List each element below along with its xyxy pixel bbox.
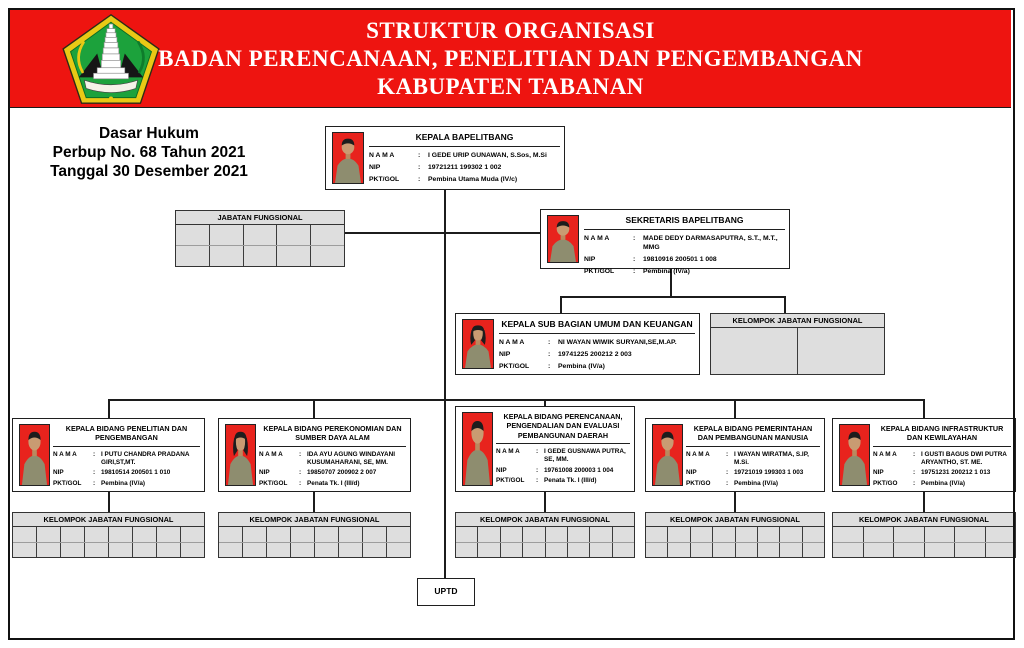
pkt-value: Pembina (IV/a)	[643, 267, 690, 275]
colon: :	[633, 255, 636, 263]
nip-value: 19751231 200212 1 013	[921, 469, 991, 477]
colon: :	[548, 350, 551, 358]
nip-label: NIP	[686, 469, 697, 477]
pkt-label: PKT/GOL	[369, 175, 400, 183]
pkt-label: PKT/GO	[686, 479, 711, 487]
colon: :	[548, 339, 551, 347]
nama-label: N A M A	[873, 450, 897, 458]
nama-label: N A M A	[686, 450, 710, 458]
nip-label: NIP	[499, 350, 511, 358]
colon: :	[913, 479, 916, 487]
page-border	[8, 8, 1015, 640]
position-title: KEPALA BAPELITBANG	[369, 130, 560, 147]
legal-basis-line-1: Dasar Hukum	[99, 125, 199, 142]
colon: :	[726, 479, 729, 487]
colon: :	[548, 362, 551, 370]
nip-value: 19721019 199303 1 003	[734, 469, 804, 477]
position-title: KEPALA BIDANG PEMERINTAHAN DAN PEMBANGUNAN MANUSIA	[686, 422, 820, 447]
pkt-label: PKT/GOL	[584, 267, 615, 275]
colon: :	[633, 267, 636, 275]
nama-label: N A M A	[499, 339, 525, 347]
nip-label: NIP	[53, 469, 64, 477]
nama-value: MADE DEDY DARMASAPUTRA, S.T., M.T., MMG	[643, 235, 778, 251]
nip-value: 19721211 199302 1 002	[428, 163, 502, 171]
pkt-value: Pembina (IV/a)	[101, 479, 146, 487]
position-title: KEPALA BIDANG INFRASTRUKTUR DAN KEWILAYAHAN	[873, 422, 1011, 447]
colon: :	[418, 152, 421, 160]
kelompok-fungsional-title: KELOMPOK JABATAN FUNGSIONAL	[13, 513, 204, 527]
nama-label: N A M A	[496, 448, 520, 456]
pkt-label: PKT/GOL	[499, 362, 530, 370]
nama-label: N A M A	[584, 235, 610, 243]
pkt-value: Pembina (IV/a)	[921, 479, 966, 487]
pkt-value: Penata Tk. I (III/d)	[307, 479, 360, 487]
colon: :	[726, 450, 729, 458]
nama-value: I GEDE URIP GUNAWAN, S.Sos, M.Si	[428, 152, 547, 160]
nip-value: 19850707 200902 2 007	[307, 469, 377, 477]
nip-value: 19761008 200003 1 004	[544, 466, 614, 474]
colon: :	[93, 479, 96, 487]
nama-label: N A M A	[259, 450, 283, 458]
colon: :	[418, 175, 421, 183]
kelompok-fungsional-title: KELOMPOK JABATAN FUNGSIONAL	[456, 513, 634, 527]
colon: :	[726, 469, 729, 477]
pkt-label: PKT/GOL	[259, 479, 288, 487]
kelompok-fungsional-title: KELOMPOK JABATAN FUNGSIONAL	[219, 513, 410, 527]
colon: :	[913, 450, 916, 458]
nama-label: N A M A	[53, 450, 77, 458]
colon: :	[536, 448, 539, 456]
nama-value: I PUTU CHANDRA PRADANA GIRI,ST,MT.	[101, 450, 190, 467]
legal-basis-line-2: Perbup No. 68 Tahun 2021	[52, 144, 246, 161]
nip-value: 19810916 200501 1 008	[643, 255, 717, 263]
position-title: SEKRETARIS BAPELITBANG	[584, 213, 785, 230]
colon: :	[418, 163, 421, 171]
colon: :	[299, 450, 302, 458]
nama-value: NI WAYAN WIWIK SURYANI,SE,M.AP.	[558, 339, 677, 347]
jabatan-fungsional-title: JABATAN FUNGSIONAL	[176, 211, 344, 225]
legal-basis-line-3: Tanggal 30 Desember 2021	[50, 163, 248, 180]
nama-value: I GEDE GUSNAWA PUTRA, SE, MM.	[544, 448, 626, 464]
pkt-value: Pembina (IV/a)	[558, 362, 605, 370]
nip-label: NIP	[873, 469, 884, 477]
title-line-3: KABUPATEN TABANAN	[377, 74, 644, 99]
nip-label: NIP	[584, 255, 596, 263]
colon: :	[299, 469, 302, 477]
colon: :	[93, 469, 96, 477]
nip-label: NIP	[369, 163, 381, 171]
kelompok-fungsional-title: KELOMPOK JABATAN FUNGSIONAL	[646, 513, 824, 527]
nama-value: I GUSTI BAGUS DWI PUTRA ARYANTHO, ST. ME.	[921, 450, 1007, 467]
pkt-value: Pembina (IV/a)	[734, 479, 779, 487]
pkt-value: Penata Tk. I (III/d)	[544, 477, 597, 485]
position-title: KEPALA BIDANG PENELITIAN DAN PENGEMBANGAN	[53, 422, 200, 447]
colon: :	[93, 450, 96, 458]
nip-value: 19810514 200501 1 010	[101, 469, 171, 477]
pkt-label: PKT/GOL	[53, 479, 82, 487]
kelompok-fungsional-title: KELOMPOK JABATAN FUNGSIONAL	[711, 314, 884, 328]
nip-label: NIP	[259, 469, 270, 477]
position-title: KEPALA BIDANG PERENCANAAN, PENGENDALIAN DAN EVALUASI PEMBANGUNAN DAERAH	[496, 410, 630, 444]
position-title: KEPALA BIDANG PEREKONOMIAN DAN SUMBER DAYA ALAM	[259, 422, 406, 447]
nama-value: I WAYAN WIRATMA, S.IP, M.Si.	[734, 450, 809, 467]
colon: :	[913, 469, 916, 477]
colon: :	[633, 235, 636, 243]
colon: :	[299, 479, 302, 487]
nama-label: N A M A	[369, 152, 395, 160]
colon: :	[536, 466, 539, 474]
title-line-1: STRUKTUR ORGANISASI	[366, 18, 655, 43]
pkt-label: PKT/GOL	[496, 477, 525, 485]
title-line-2: BADAN PERENCANAAN, PENELITIAN DAN PENGEMBANGAN	[158, 46, 863, 71]
uptd-box: UPTD	[417, 578, 475, 606]
kelompok-fungsional-title: KELOMPOK JABATAN FUNGSIONAL	[833, 513, 1015, 527]
position-title: KEPALA SUB BAGIAN UMUM DAN KEUANGAN	[499, 317, 695, 334]
nip-value: 19741225 200212 2 003	[558, 350, 632, 358]
nama-value: IDA AYU AGUNG WINDAYANI KUSUMAHARANI, SE, MM.	[307, 450, 396, 467]
pkt-value: Pembina Utama Muda (IV/c)	[428, 175, 518, 183]
colon: :	[536, 477, 539, 485]
nip-label: NIP	[496, 466, 507, 474]
pkt-label: PKT/GO	[873, 479, 898, 487]
